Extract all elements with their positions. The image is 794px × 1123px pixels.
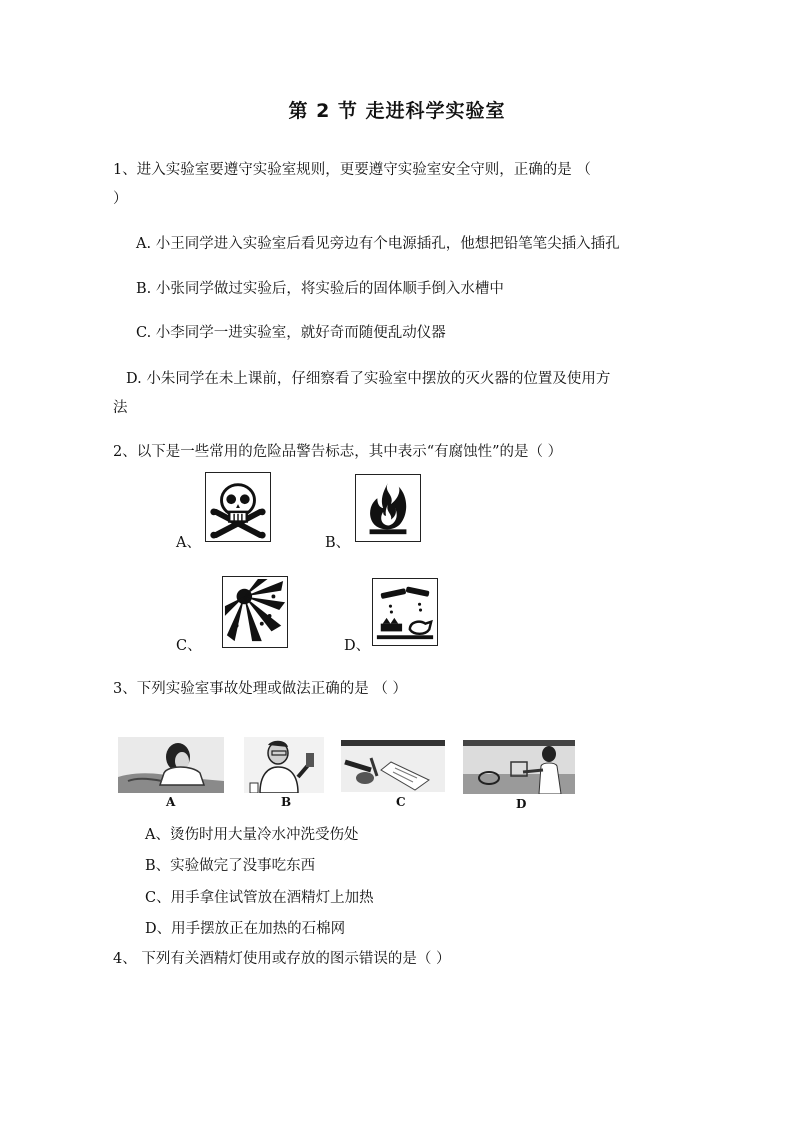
- q1-option-d: D. 小朱同学在未上课前，仔细察看了实验室中摆放的灭火器的位置及使用方: [126, 371, 611, 387]
- q2-label-d: D、: [344, 638, 371, 654]
- flame-icon: [355, 474, 421, 542]
- q2-stem: 2、以下是一些常用的危险品警告标志，其中表示“有腐蚀性”的是（ ）: [113, 444, 563, 460]
- q3-photo-label-d: D: [516, 797, 527, 811]
- corrosive-icon: [372, 578, 438, 646]
- q3-photo-d: [463, 740, 575, 794]
- q3-photo-label-a: A: [166, 795, 176, 809]
- explosion-icon: [222, 576, 288, 648]
- q2-label-a: A、: [176, 535, 201, 551]
- q3-photo-a: [118, 737, 224, 793]
- q3-option-a: A、烫伤时用大量冷水冲洗受伤处: [145, 827, 359, 843]
- q3-option-c: C、用手拿住试管放在酒精灯上加热: [145, 890, 374, 906]
- q3-option-b: B、实验做完了没事吃东西: [145, 858, 316, 874]
- q3-photo-label-c: C: [396, 795, 406, 809]
- q2-label-c: C、: [176, 638, 202, 654]
- skull-crossbones-icon: [205, 472, 271, 542]
- q1-option-a: A. 小王同学进入实验室后看见旁边有个电源插孔，他想把铅笔笔尖插入插孔: [136, 236, 620, 252]
- page-title: 第 2 节 走进科学实验室: [288, 100, 506, 122]
- q1-stem: 1、进入实验室要遵守实验室规则，更要遵守实验室安全守则，正确的是 （: [113, 162, 591, 178]
- q1-option-b: B. 小张同学做过实验后，将实验后的固体顺手倒入水槽中: [136, 281, 504, 297]
- q3-option-d: D、用手摆放正在加热的石棉网: [145, 921, 346, 937]
- q3-stem: 3、下列实验室事故处理或做法正确的是 （ ）: [113, 681, 407, 697]
- q2-label-b: B、: [325, 535, 351, 551]
- q4-stem: 4、 下列有关酒精灯使用或存放的图示错误的是（ ）: [113, 951, 451, 967]
- q3-photo-b: [244, 737, 324, 793]
- q1-option-d-cont: 法: [113, 400, 128, 416]
- q3-photo-c: [341, 740, 445, 792]
- q1-option-c: C. 小李同学一进实验室，就好奇而随便乱动仪器: [136, 325, 446, 341]
- q3-photo-label-b: B: [281, 795, 292, 809]
- q1-stem-cont: ）: [113, 191, 128, 207]
